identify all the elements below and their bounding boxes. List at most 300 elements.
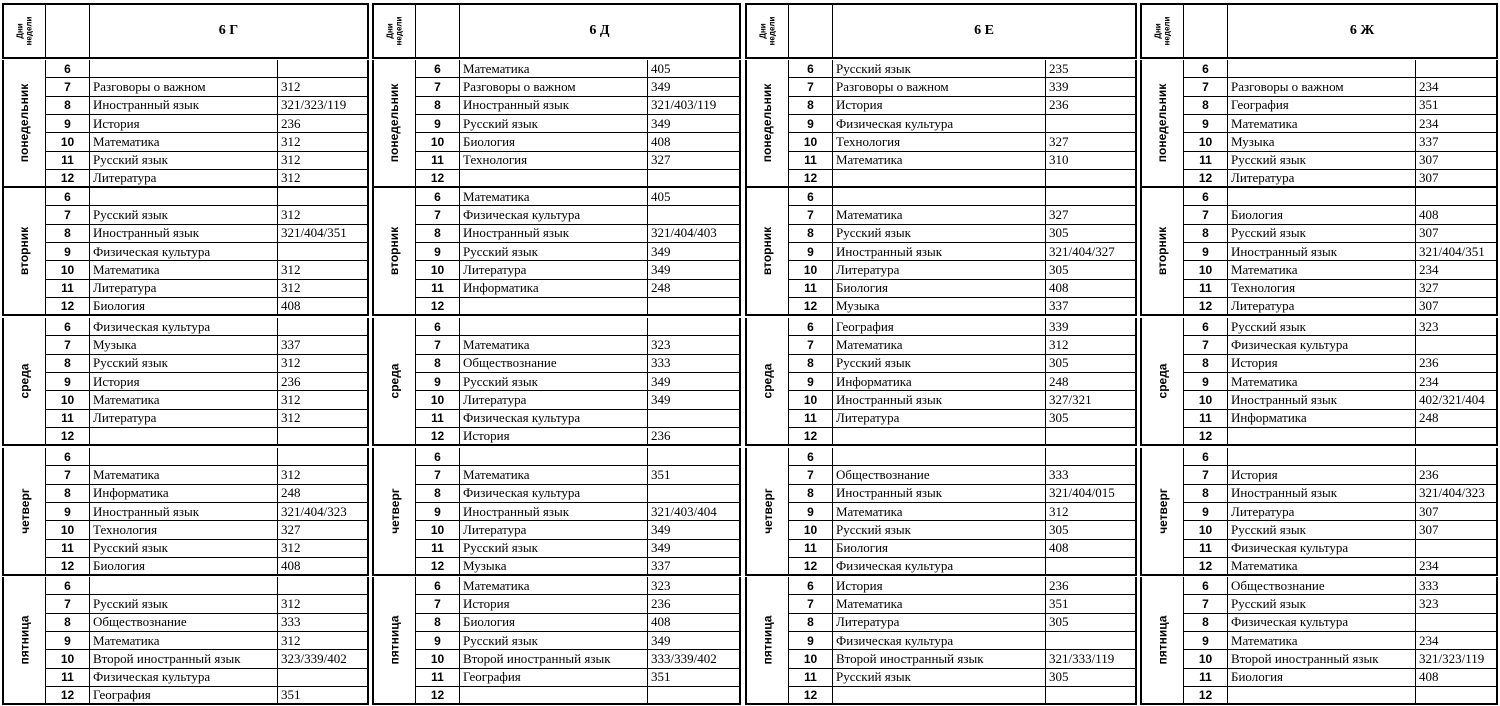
room-cell: 307 — [1416, 225, 1498, 243]
lesson-number: 11 — [46, 280, 90, 298]
room-cell: 337 — [278, 336, 369, 354]
room-cell: 321/404/351 — [278, 225, 369, 243]
subject-cell: Информатика — [1228, 410, 1416, 428]
lesson-number: 7 — [416, 466, 460, 484]
room-cell — [1046, 428, 1137, 446]
room-cell: 312 — [278, 280, 369, 298]
day-label-text: среда — [1155, 363, 1170, 399]
subject-cell: Физическая культура — [833, 632, 1046, 650]
room-cell: 321/404/403 — [648, 225, 741, 243]
day-label — [745, 60, 789, 188]
lesson-number: 12 — [1184, 558, 1228, 576]
days-header-line: Дни — [1153, 23, 1163, 39]
subject-cell: Русский язык — [833, 521, 1046, 539]
day-label — [1140, 188, 1184, 316]
lesson-number: 9 — [416, 503, 460, 521]
lesson-number: 9 — [1184, 243, 1228, 261]
header-number-column — [416, 3, 460, 59]
subject-cell — [833, 188, 1046, 206]
lesson-number: 10 — [416, 133, 460, 151]
lesson-number: 6 — [1184, 60, 1228, 78]
day-label-text: среда — [387, 363, 402, 399]
room-cell: 337 — [1046, 298, 1137, 316]
lesson-number: 11 — [1184, 669, 1228, 687]
lesson-number: 12 — [1184, 170, 1228, 188]
lesson-number: 9 — [1184, 115, 1228, 133]
room-cell: 235 — [1046, 60, 1137, 78]
subject-cell: Литература — [1228, 170, 1416, 188]
lesson-number: 10 — [416, 261, 460, 279]
room-cell: 351 — [278, 687, 369, 705]
subject-cell: Русский язык — [90, 355, 278, 373]
lesson-number: 12 — [789, 170, 833, 188]
day-label — [1140, 318, 1184, 446]
room-cell: 351 — [648, 669, 741, 687]
room-cell: 248 — [278, 485, 369, 503]
subject-cell: Информатика — [833, 373, 1046, 391]
day-label-text: вторник — [387, 227, 402, 276]
subject-cell — [90, 428, 278, 446]
room-cell — [1416, 336, 1498, 354]
room-cell: 321/404/323 — [278, 503, 369, 521]
room-cell: 312 — [278, 632, 369, 650]
subject-cell: История — [90, 115, 278, 133]
lesson-number: 10 — [789, 391, 833, 409]
room-cell: 327 — [1416, 280, 1498, 298]
room-cell: 307 — [1416, 503, 1498, 521]
lesson-number: 6 — [789, 60, 833, 78]
subject-cell: Физическая культура — [460, 410, 648, 428]
room-cell — [1416, 540, 1498, 558]
room-cell: 312 — [278, 152, 369, 170]
lesson-number: 10 — [46, 133, 90, 151]
subject-cell: Физическая культура — [1228, 336, 1416, 354]
days-header-line: недели — [767, 16, 777, 46]
room-cell: 234 — [1416, 632, 1498, 650]
room-cell: 248 — [648, 280, 741, 298]
subject-cell: Иностранный язык — [460, 503, 648, 521]
days-of-week-header — [2, 3, 46, 59]
subject-cell: Обществознание — [1228, 577, 1416, 595]
room-cell — [648, 170, 741, 188]
lesson-number: 6 — [789, 318, 833, 336]
subject-cell: Математика — [1228, 115, 1416, 133]
day-label-text: пятница — [760, 615, 775, 665]
day-label-text: среда — [760, 363, 775, 399]
subject-cell — [833, 428, 1046, 446]
days-of-week-header-text — [759, 17, 777, 46]
lesson-number: 6 — [789, 188, 833, 206]
room-cell: 312 — [278, 206, 369, 224]
day-label — [2, 188, 46, 316]
room-cell: 323 — [648, 577, 741, 595]
days-of-week-header-text — [1154, 17, 1172, 46]
day-label — [372, 577, 416, 705]
room-cell — [648, 448, 741, 466]
lesson-number: 10 — [416, 391, 460, 409]
room-cell: 307 — [1416, 170, 1498, 188]
subject-cell: Второй иностранный язык — [1228, 650, 1416, 668]
lesson-number: 10 — [46, 261, 90, 279]
subject-cell: История — [90, 373, 278, 391]
lesson-number: 7 — [46, 336, 90, 354]
subject-cell: Русский язык — [90, 595, 278, 613]
lesson-number: 8 — [46, 355, 90, 373]
room-cell: 321/404/323 — [1416, 485, 1498, 503]
subject-cell: Музыка — [833, 298, 1046, 316]
room-cell: 234 — [1416, 373, 1498, 391]
subject-cell: Математика — [833, 336, 1046, 354]
subject-cell: Иностранный язык — [90, 97, 278, 115]
room-cell: 408 — [1046, 280, 1137, 298]
lesson-number: 9 — [789, 373, 833, 391]
subject-cell: Русский язык — [1228, 225, 1416, 243]
lesson-number: 8 — [1184, 485, 1228, 503]
header-number-column — [789, 3, 833, 59]
room-cell: 339 — [1046, 78, 1137, 96]
room-cell: 321/404/015 — [1046, 485, 1137, 503]
lesson-number: 7 — [416, 206, 460, 224]
room-cell: 323 — [648, 336, 741, 354]
lesson-number: 9 — [416, 373, 460, 391]
subject-cell: Физическая культура — [90, 318, 278, 336]
room-cell: 321/403/119 — [648, 97, 741, 115]
room-cell: 305 — [1046, 355, 1137, 373]
subject-cell: Второй иностранный язык — [90, 650, 278, 668]
lesson-number: 10 — [46, 650, 90, 668]
room-cell: 349 — [648, 540, 741, 558]
lesson-number: 6 — [789, 577, 833, 595]
lesson-number: 9 — [1184, 632, 1228, 650]
subject-cell — [460, 448, 648, 466]
subject-cell: Иностранный язык — [1228, 243, 1416, 261]
lesson-number: 10 — [1184, 133, 1228, 151]
subject-cell: Русский язык — [460, 632, 648, 650]
room-cell — [278, 243, 369, 261]
room-cell: 339 — [1046, 318, 1137, 336]
lesson-number: 10 — [46, 391, 90, 409]
lesson-number: 12 — [46, 687, 90, 705]
room-cell — [648, 687, 741, 705]
room-cell: 305 — [1046, 410, 1137, 428]
subject-cell: Русский язык — [1228, 521, 1416, 539]
days-header-line: Дни — [15, 23, 25, 39]
room-cell — [1416, 60, 1498, 78]
day-label — [372, 448, 416, 576]
lesson-number: 11 — [1184, 280, 1228, 298]
lesson-number: 11 — [416, 540, 460, 558]
room-cell: 236 — [1046, 97, 1137, 115]
lesson-number: 10 — [1184, 261, 1228, 279]
room-cell — [278, 577, 369, 595]
room-cell — [278, 60, 369, 78]
lesson-number: 8 — [1184, 225, 1228, 243]
lesson-number: 11 — [789, 152, 833, 170]
subject-cell: Литература — [460, 521, 648, 539]
lesson-number: 9 — [789, 115, 833, 133]
day-label — [372, 188, 416, 316]
day-label — [745, 577, 789, 705]
room-cell: 312 — [278, 595, 369, 613]
day-label — [1140, 577, 1184, 705]
room-cell: 321/404/351 — [1416, 243, 1498, 261]
room-cell: 349 — [648, 243, 741, 261]
day-label-text: вторник — [17, 227, 32, 276]
lesson-number: 8 — [1184, 97, 1228, 115]
room-cell: 312 — [278, 540, 369, 558]
room-cell: 408 — [278, 558, 369, 576]
room-cell: 236 — [1416, 355, 1498, 373]
lesson-number: 11 — [46, 540, 90, 558]
subject-cell: Биология — [460, 614, 648, 632]
room-cell: 307 — [1416, 152, 1498, 170]
subject-cell: Математика — [460, 577, 648, 595]
lesson-number: 10 — [46, 521, 90, 539]
room-cell — [1416, 614, 1498, 632]
room-cell: 337 — [1416, 133, 1498, 151]
lesson-number: 6 — [1184, 448, 1228, 466]
subject-cell — [460, 170, 648, 188]
lesson-number: 12 — [416, 170, 460, 188]
lesson-number: 9 — [416, 243, 460, 261]
lesson-number: 12 — [416, 558, 460, 576]
lesson-number: 11 — [46, 152, 90, 170]
lesson-number: 10 — [1184, 521, 1228, 539]
lesson-number: 8 — [416, 97, 460, 115]
days-of-week-header-text — [386, 17, 404, 46]
subject-cell: Математика — [90, 261, 278, 279]
room-cell — [278, 428, 369, 446]
room-cell: 321/333/119 — [1046, 650, 1137, 668]
day-label-text: понедельник — [760, 84, 775, 163]
subject-cell: Литература — [460, 261, 648, 279]
room-cell: 305 — [1046, 261, 1137, 279]
room-cell: 408 — [1046, 540, 1137, 558]
subject-cell — [833, 448, 1046, 466]
subject-cell: История — [1228, 466, 1416, 484]
lesson-number: 8 — [789, 485, 833, 503]
room-cell — [648, 410, 741, 428]
lesson-number: 12 — [416, 298, 460, 316]
room-cell — [1046, 115, 1137, 133]
subject-cell: Математика — [1228, 373, 1416, 391]
lesson-number: 6 — [46, 577, 90, 595]
subject-cell — [1228, 60, 1416, 78]
subject-cell: Физическая культура — [90, 669, 278, 687]
subject-cell: История — [833, 577, 1046, 595]
lesson-number: 11 — [416, 669, 460, 687]
room-cell: 312 — [1046, 503, 1137, 521]
lesson-number: 6 — [46, 188, 90, 206]
lesson-number: 11 — [1184, 152, 1228, 170]
lesson-number: 12 — [46, 428, 90, 446]
days-header-line: Дни — [385, 23, 395, 39]
lesson-number: 7 — [416, 78, 460, 96]
room-cell: 351 — [1046, 595, 1137, 613]
subject-cell: Обществознание — [460, 355, 648, 373]
lesson-number: 9 — [46, 373, 90, 391]
subject-cell: Математика — [1228, 558, 1416, 576]
subject-cell: Русский язык — [1228, 318, 1416, 336]
lesson-number: 8 — [46, 225, 90, 243]
subject-cell: Физическая культура — [833, 558, 1046, 576]
lesson-number: 12 — [789, 428, 833, 446]
room-cell: 312 — [278, 170, 369, 188]
room-cell: 408 — [1416, 669, 1498, 687]
subject-cell: Иностранный язык — [90, 225, 278, 243]
lesson-number: 7 — [1184, 595, 1228, 613]
day-label-text: среда — [17, 363, 32, 399]
room-cell — [1046, 632, 1137, 650]
lesson-number: 11 — [416, 280, 460, 298]
room-cell — [278, 448, 369, 466]
lesson-number: 9 — [789, 243, 833, 261]
subject-cell: Иностранный язык — [1228, 485, 1416, 503]
room-cell: 349 — [648, 115, 741, 133]
lesson-number: 11 — [1184, 410, 1228, 428]
lesson-number: 8 — [46, 614, 90, 632]
room-cell: 312 — [278, 466, 369, 484]
room-cell: 408 — [648, 614, 741, 632]
subject-cell — [1228, 687, 1416, 705]
subject-cell: Технология — [1228, 280, 1416, 298]
class-title: 6 Г — [90, 3, 369, 59]
subject-cell: История — [460, 595, 648, 613]
room-cell: 312 — [278, 410, 369, 428]
room-cell — [648, 318, 741, 336]
room-cell: 310 — [1046, 152, 1137, 170]
lesson-number: 12 — [46, 170, 90, 188]
room-cell — [648, 206, 741, 224]
days-of-week-header — [745, 3, 789, 59]
room-cell: 327/321 — [1046, 391, 1137, 409]
subject-cell: Иностранный язык — [833, 243, 1046, 261]
lesson-number: 12 — [1184, 687, 1228, 705]
subject-cell: Математика — [460, 60, 648, 78]
room-cell: 307 — [1416, 521, 1498, 539]
subject-cell: Биология — [1228, 669, 1416, 687]
subject-cell: Литература — [1228, 298, 1416, 316]
subject-cell: Русский язык — [460, 115, 648, 133]
subject-cell: Физическая культура — [90, 243, 278, 261]
subject-cell: Русский язык — [833, 669, 1046, 687]
lesson-number: 9 — [789, 632, 833, 650]
lesson-number: 7 — [789, 466, 833, 484]
room-cell: 305 — [1046, 521, 1137, 539]
room-cell: 312 — [278, 261, 369, 279]
subject-cell: Иностранный язык — [460, 225, 648, 243]
room-cell — [1046, 170, 1137, 188]
lesson-number: 9 — [789, 503, 833, 521]
subject-cell: Биология — [833, 280, 1046, 298]
lesson-number: 7 — [46, 466, 90, 484]
days-of-week-header-text — [16, 17, 34, 46]
subject-cell — [90, 188, 278, 206]
subject-cell: Литература — [833, 614, 1046, 632]
days-header-line: недели — [24, 16, 34, 46]
room-cell: 321/323/119 — [278, 97, 369, 115]
lesson-number: 11 — [789, 540, 833, 558]
room-cell: 323 — [1416, 318, 1498, 336]
lesson-number: 9 — [46, 115, 90, 133]
subject-cell: Русский язык — [460, 540, 648, 558]
room-cell: 312 — [278, 78, 369, 96]
class-title: 6 Е — [833, 3, 1137, 59]
lesson-number: 11 — [416, 152, 460, 170]
room-cell: 312 — [278, 133, 369, 151]
day-label-text: понедельник — [17, 84, 32, 163]
subject-cell: Литература — [1228, 503, 1416, 521]
subject-cell: География — [833, 318, 1046, 336]
room-cell: 312 — [1046, 336, 1137, 354]
subject-cell — [833, 170, 1046, 188]
lesson-number: 10 — [416, 521, 460, 539]
subject-cell: Русский язык — [833, 355, 1046, 373]
room-cell: 307 — [1416, 298, 1498, 316]
lesson-number: 8 — [46, 97, 90, 115]
lesson-number: 6 — [416, 577, 460, 595]
day-label — [2, 60, 46, 188]
lesson-number: 8 — [46, 485, 90, 503]
room-cell: 349 — [648, 632, 741, 650]
subject-cell: Математика — [90, 391, 278, 409]
lesson-number: 7 — [789, 78, 833, 96]
lesson-number: 10 — [789, 650, 833, 668]
subject-cell: Математика — [460, 466, 648, 484]
room-cell: 321/323/119 — [1416, 650, 1498, 668]
subject-cell: Обществознание — [833, 466, 1046, 484]
lesson-number: 7 — [416, 595, 460, 613]
room-cell: 248 — [1416, 410, 1498, 428]
lesson-number: 7 — [46, 595, 90, 613]
lesson-number: 6 — [789, 448, 833, 466]
room-cell: 408 — [1416, 206, 1498, 224]
subject-cell: Русский язык — [460, 243, 648, 261]
subject-cell: Иностранный язык — [1228, 391, 1416, 409]
subject-cell: Информатика — [460, 280, 648, 298]
lesson-number: 12 — [789, 558, 833, 576]
day-label — [2, 448, 46, 576]
room-cell: 236 — [1416, 466, 1498, 484]
subject-cell: Математика — [460, 336, 648, 354]
lesson-number: 6 — [46, 60, 90, 78]
class-title: 6 Д — [460, 3, 741, 59]
subject-cell: Иностранный язык — [460, 97, 648, 115]
room-cell: 405 — [648, 188, 741, 206]
subject-cell — [833, 687, 1046, 705]
lesson-number: 7 — [46, 206, 90, 224]
day-label-text: пятница — [17, 615, 32, 665]
subject-cell — [1228, 448, 1416, 466]
day-label-text: четверг — [760, 488, 775, 535]
lesson-number: 12 — [1184, 428, 1228, 446]
room-cell: 349 — [648, 78, 741, 96]
lesson-number: 6 — [416, 448, 460, 466]
room-cell: 408 — [278, 298, 369, 316]
room-cell: 349 — [648, 261, 741, 279]
lesson-number: 7 — [789, 595, 833, 613]
lesson-number: 8 — [416, 614, 460, 632]
room-cell — [1046, 687, 1137, 705]
room-cell: 305 — [1046, 669, 1137, 687]
lesson-number: 8 — [416, 355, 460, 373]
room-cell — [1046, 448, 1137, 466]
lesson-number: 9 — [46, 632, 90, 650]
subject-cell: Литература — [833, 261, 1046, 279]
lesson-number: 8 — [789, 97, 833, 115]
subject-cell: Технология — [460, 152, 648, 170]
subject-cell — [1228, 428, 1416, 446]
